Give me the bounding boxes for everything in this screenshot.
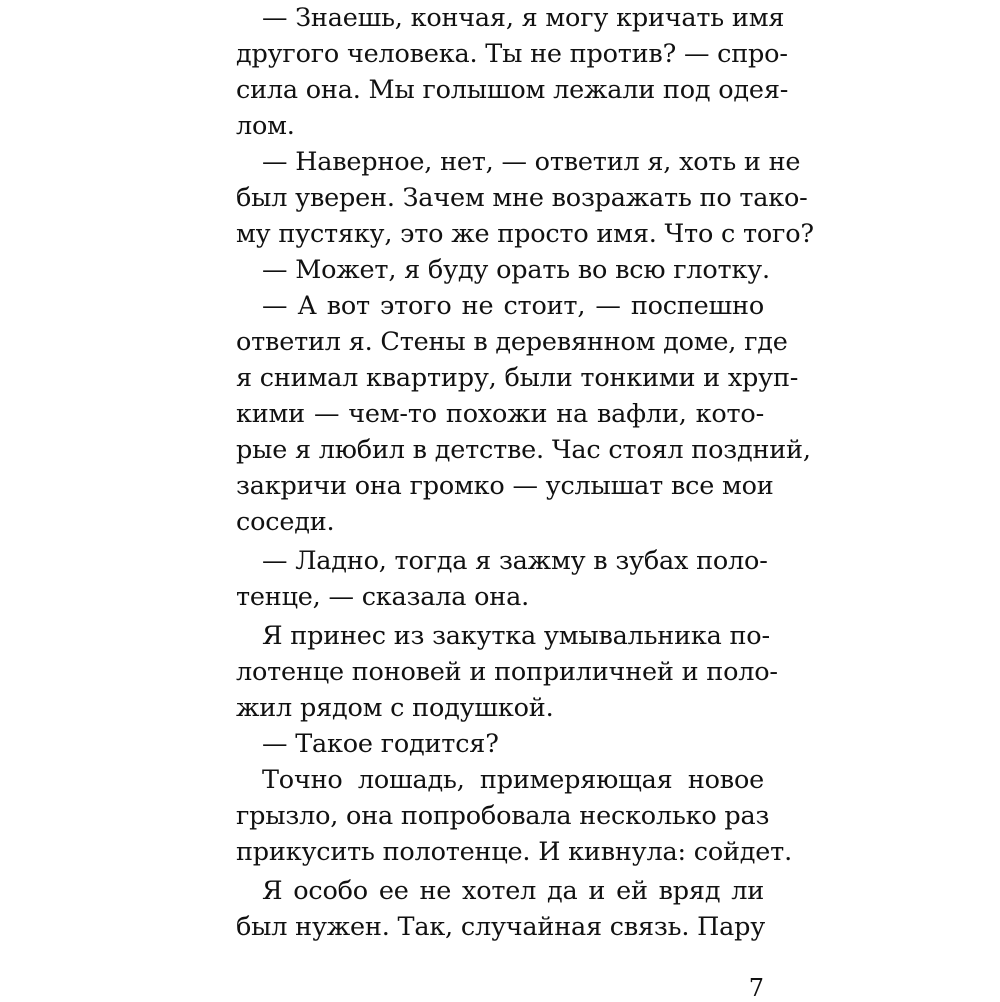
- text-line: я снимал квартиру, были тонкими и хруп-: [236, 363, 799, 393]
- text-line: закричи она громко — услышат все мои: [236, 471, 774, 501]
- text-line: соседи.: [236, 507, 335, 537]
- text-line: Точно лошадь, примеряющая новое: [262, 765, 764, 795]
- text-line: — Знаешь, кончая, я могу кричать имя: [262, 3, 785, 33]
- text-line: — Такое годится?: [262, 729, 499, 759]
- text-line: прикусить полотенце. И кивнула: сойдет.: [236, 837, 792, 867]
- text-line: — Может, я буду орать во всю глотку.: [262, 255, 770, 285]
- text-line: рые я любил в детстве. Час стоял поздний,: [236, 435, 811, 465]
- text-line: — Ладно, тогда я зажму в зубах поло-: [262, 546, 768, 576]
- text-line: кими — чем-то похожи на вафли, кото-: [236, 399, 764, 429]
- text-line: — Наверное, нет, — ответил я, хоть и не: [262, 147, 801, 177]
- text-line: лотенце поновей и поприличней и поло-: [236, 657, 778, 687]
- text-line: Я принес из закутка умывальника по-: [262, 621, 770, 651]
- text-line: Я особо ее не хотел да и ей вряд ли: [262, 876, 764, 906]
- text-line: тенце, — сказала она.: [236, 582, 529, 612]
- text-line: был уверен. Зачем мне возражать по тако-: [236, 183, 808, 213]
- text-line: жил рядом с подушкой.: [236, 693, 554, 723]
- text-line: му пустяку, это же просто имя. Что с того?: [236, 219, 814, 249]
- text-line: грызло, она попробовала несколько раз: [236, 801, 770, 831]
- text-line: другого человека. Ты не против? — спро-: [236, 39, 788, 69]
- text-line: лом.: [236, 111, 295, 141]
- text-line: ответил я. Стены в деревянном доме, где: [236, 327, 788, 357]
- text-line: — А вот этого не стоит, — поспешно: [262, 291, 764, 321]
- text-line: был нужен. Так, случайная связь. Пару: [236, 912, 766, 942]
- text-line: сила она. Мы голышом лежали под одея-: [236, 75, 789, 105]
- page-number: 7: [748, 974, 764, 1002]
